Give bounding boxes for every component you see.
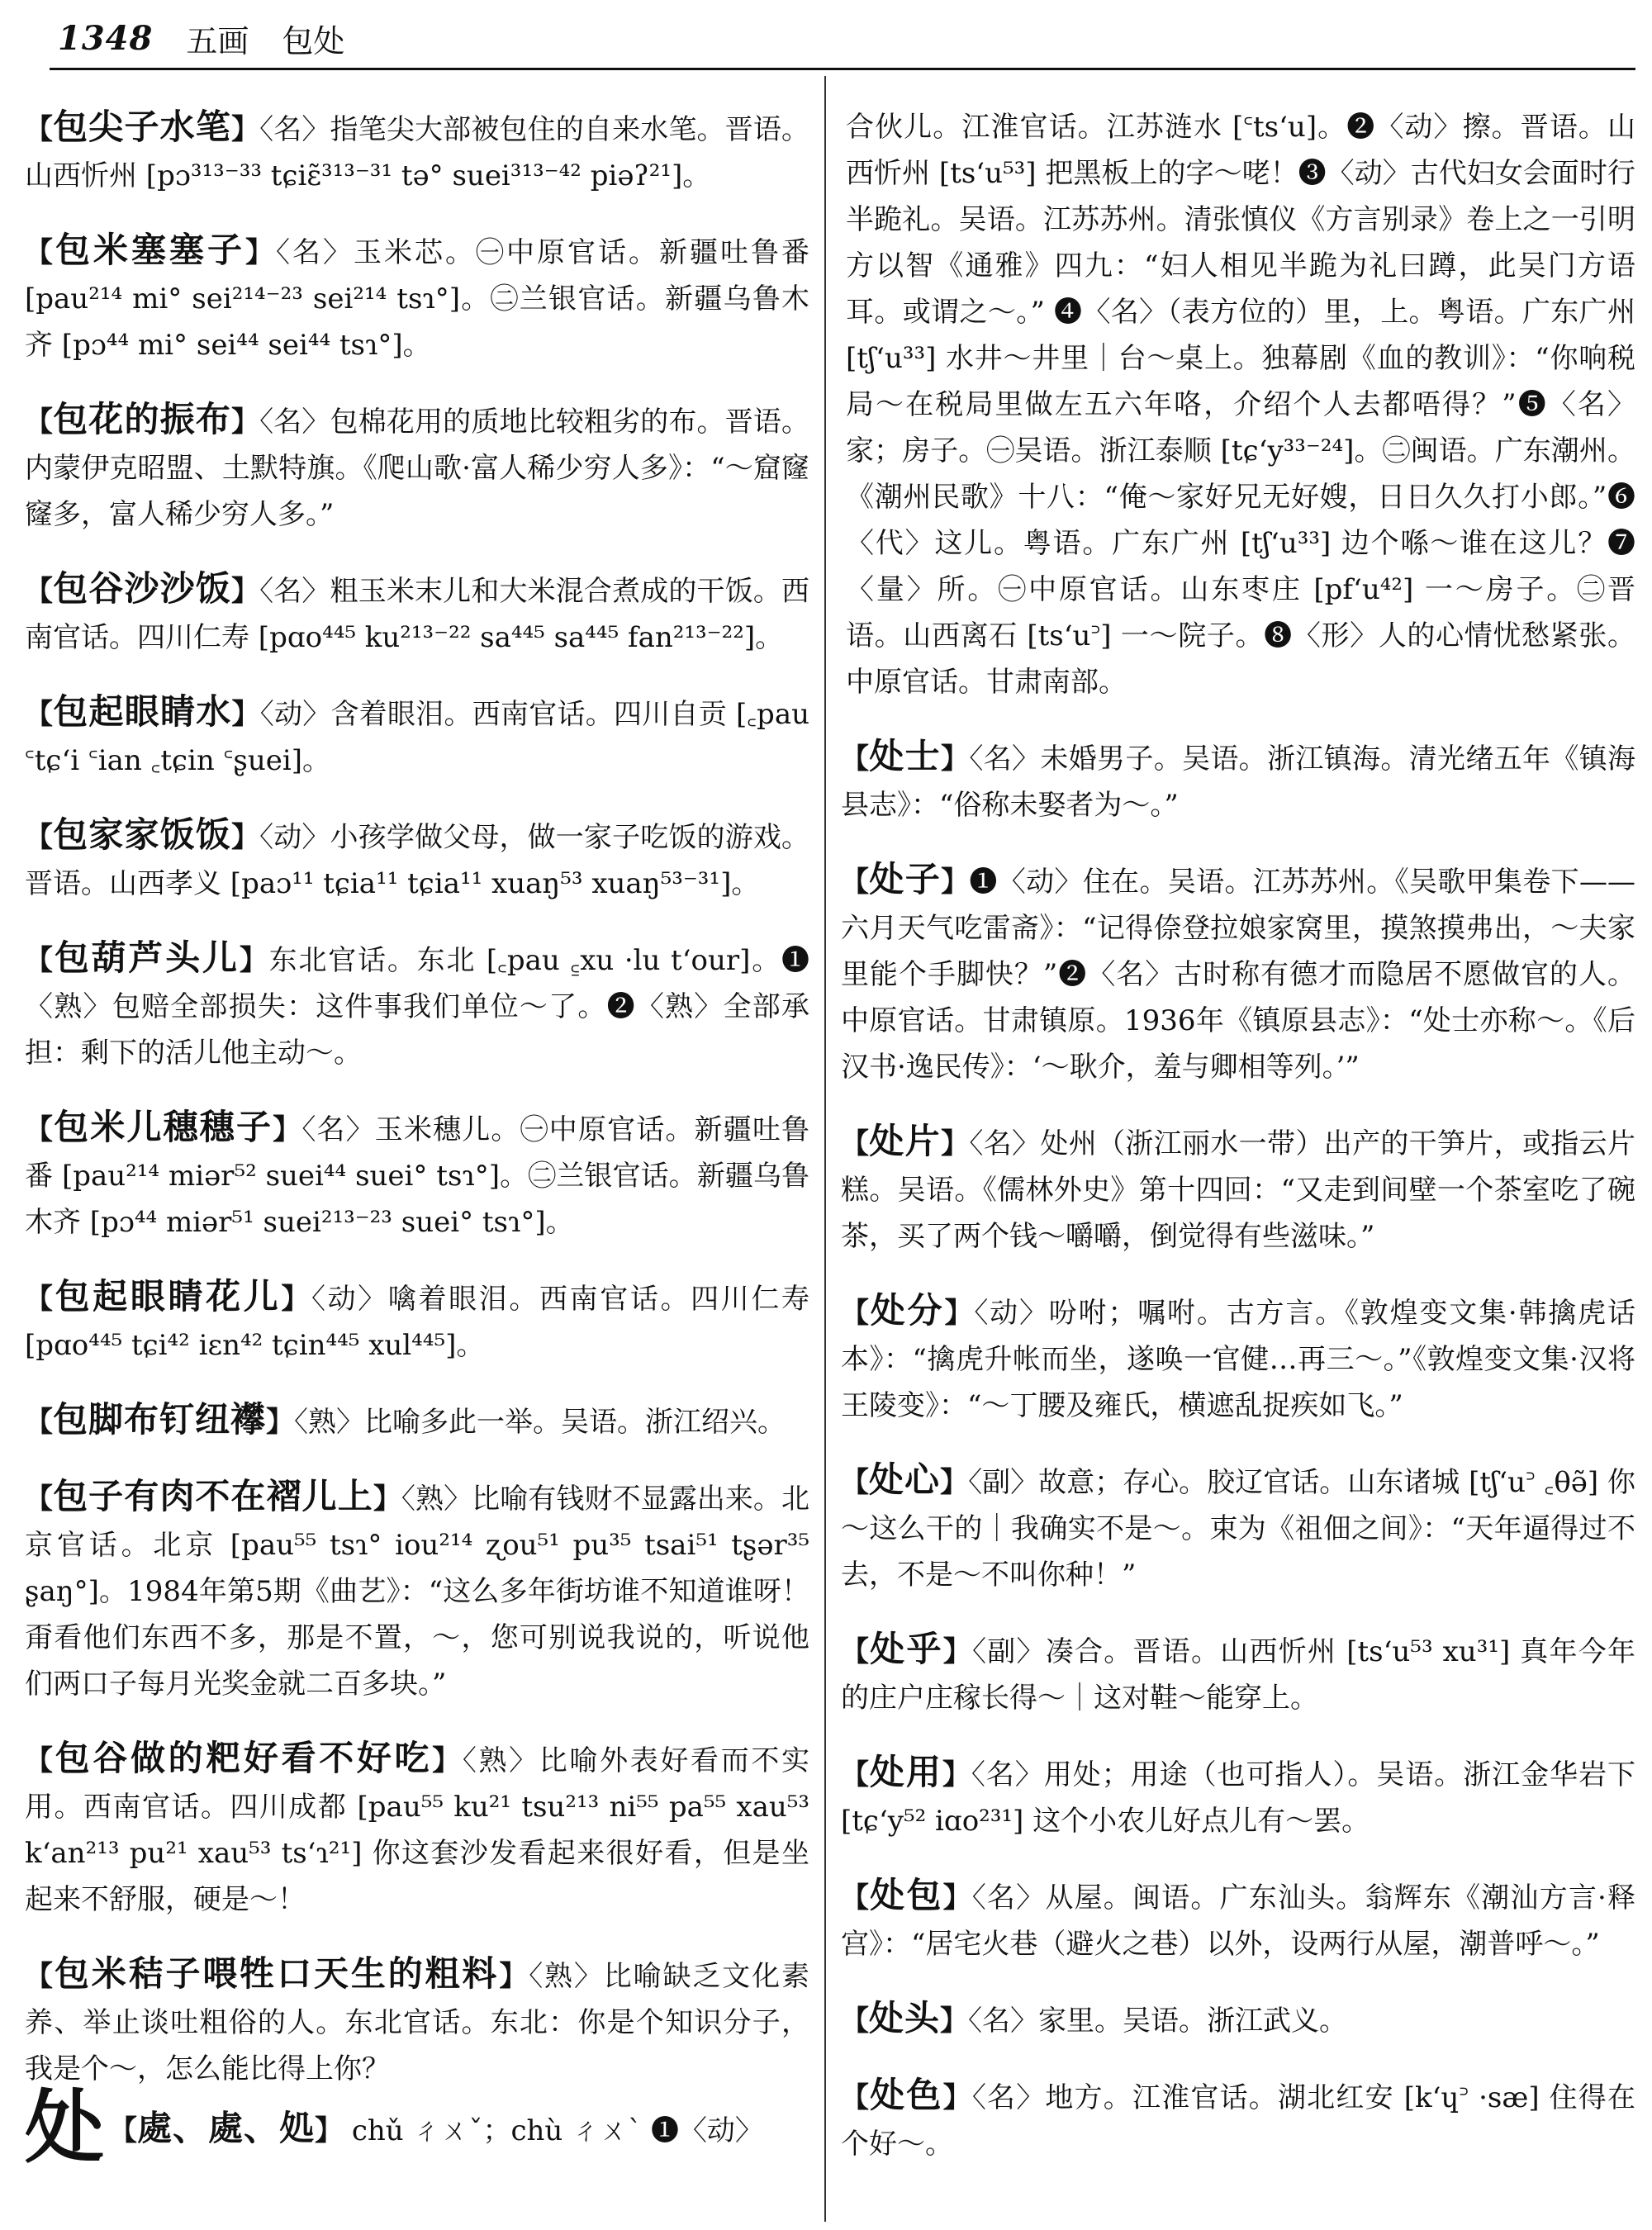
bracket-close: 】: [373, 1483, 401, 1516]
bracket-open: 【: [25, 944, 55, 977]
bracket-open: 【: [841, 2005, 869, 2038]
entry-definition: 〈名〉用处；用途（也可指人）。吴语。浙江金华岩下 [tɕʻy⁵² iɑo²³¹] 这个小农儿好点儿有～罢。: [841, 1758, 1635, 1838]
entry-definition: 〈名〉未婚男子。吴语。浙江镇海。清光绪五年《镇海县志》：“俗称未娶者为～。”: [841, 743, 1635, 822]
dictionary-entry: [25, 1397, 809, 1445]
bracket-close: 】: [315, 2114, 344, 2147]
bracket-open: 【: [25, 113, 54, 146]
bracket-open: 【: [109, 2114, 137, 2147]
dictionary-entry: [841, 1457, 1635, 1598]
bracket-open: 【: [25, 1406, 53, 1439]
bracket-open: 【: [841, 1127, 870, 1160]
entry-definition: 〈动〉小孩学做父母，做一家子吃饭的游戏。晋语。山西孝义 [paɔ¹¹ tɕia¹¹ tɕia¹¹ xuaŋ⁵³ xuaŋ⁵³⁻³¹]。: [25, 821, 809, 900]
entry-headword: 包家家饭饭: [53, 814, 231, 855]
bracket-open: 【: [841, 2081, 871, 2114]
bracket-open: 【: [25, 1483, 54, 1516]
entry-headword: 包子有肉不在褶儿上: [53, 1476, 373, 1516]
bracket-close: 】: [942, 1758, 971, 1791]
bracket-open: 【: [841, 866, 870, 899]
dictionary-entry: [841, 856, 1635, 1090]
bracket-close: 】: [239, 944, 269, 977]
left-column: [25, 76, 809, 2223]
dictionary-entry: [841, 1288, 1635, 1429]
bracket-close: 】: [273, 1113, 302, 1146]
bracket-open: 【: [841, 1881, 871, 1914]
entry-headword: 处分: [870, 1290, 945, 1331]
entry-headword: 包起眼睛花儿: [55, 1276, 282, 1317]
dictionary-entry: [25, 1735, 809, 1923]
entry-definition: 〈名〉处州（浙江丽水一带）出产的干笋片，或指云片糕。吴语。《儒林外史》第十四回：“又走到间壁一个茶室吃了碗茶，买了两个钱～嚼嚼，倒觉得有些滋味。”: [841, 1127, 1635, 1253]
entry-definition: 〈名〉从屋。闽语。广东汕头。翁辉东《潮汕方言·释宫》：“居宅火巷（避火之巷）以外，设两行从屋，潮普呼～。”: [841, 1881, 1635, 1961]
entry-definition: 〈动〉吩咐；嘱咐。古方言。《敦煌变文集·韩擒虎话本》：“擒虎升帐而坐，遂唤一官健…再三～。”《敦煌变文集·汉将王陵变》：“～丁腰及雍氏，横遮乱捉疾如飞。”: [841, 1297, 1635, 1422]
entry-headword: 包葫芦头儿: [54, 937, 240, 978]
dictionary-entry: [25, 812, 809, 907]
bracket-open: 【: [841, 1635, 871, 1668]
entry-headword: 处子: [869, 859, 942, 899]
dictionary-entry: [25, 104, 809, 199]
entry-headword: 包米秸子喂牲口天生的粗料: [54, 1953, 500, 1994]
bracket-close: 】: [432, 1744, 463, 1777]
entry-definition: 〈熟〉比喻有钱财不显露出来。北京官话。北京 [pau⁵⁵ tsɿ° iou²¹⁴ ʐou⁵¹ pu³⁵ tsai⁵¹ tʂər³⁵ ʂaŋ°]。1984年第5期《曲艺》：“这么多年街坊谁不知道谁呀！甭看他们东西不多，那是不置，～，您可别说我说的，听说他们两口子每月光奖金就二百多块。”: [25, 1483, 809, 1701]
entry-headword: 处包: [870, 1875, 943, 1915]
bracket-open: 【: [841, 1466, 870, 1499]
dictionary-entry: [25, 689, 809, 784]
dictionary-entry: [841, 1995, 1635, 2044]
entry-definition: 〈名〉玉米穗儿。㊀中原官话。新疆吐鲁番 [pau²¹⁴ miər⁵² suei⁴⁴ suei° tsɿ°]。㊁兰银官话。新疆乌鲁木齐 [pɔ⁴⁴ miər⁵¹ suei²¹³⁻²³ suei° tsɿ°]。: [25, 1113, 809, 1239]
bracket-close: 】: [245, 236, 276, 269]
bracket-open: 【: [841, 1297, 871, 1330]
dictionary-entry: [25, 566, 809, 661]
bracket-close: 】: [281, 1283, 311, 1316]
page-header: [58, 12, 344, 64]
bracket-open: 【: [25, 698, 54, 731]
bracket-open: 【: [25, 821, 54, 854]
bracket-close: 】: [499, 1960, 529, 1993]
bracket-close: 】: [230, 575, 260, 608]
entry-definition: 〈名〉地方。江淮官话。湖北红安 [kʻɥ꜄ ·sæ] 住得在个好～。: [841, 2081, 1635, 2161]
entry-headword: 处心: [869, 1459, 941, 1500]
bracket-open: 【: [25, 1283, 55, 1316]
dictionary-entry: [841, 1626, 1635, 1721]
entry-headword: 包起眼睛水: [53, 691, 232, 732]
entry-definition: 东北官话。东北 [꜀pau ꜁xu ·lu tʻour]。❶〈熟〉包赔全部损失：这件事我们单位～了。❷〈熟〉全部承担：剩下的活儿他主动～。: [25, 944, 809, 1070]
bracket-close: 】: [941, 1127, 970, 1160]
entry-headword: 包脚布钉纽襻: [53, 1399, 267, 1440]
bracket-close: 】: [941, 743, 970, 776]
dictionary-entry: [841, 1118, 1635, 1260]
entry-headword: 处片: [869, 1121, 942, 1161]
entry-headword: 包谷做的粑好看不好吃: [55, 1738, 433, 1778]
dictionary-entry: [25, 1274, 809, 1369]
dictionary-entry: [841, 733, 1635, 828]
entry-headword: 包米儿穗穗子: [54, 1107, 273, 1147]
continued-definition: 合伙儿。江淮官话。江苏涟水 [꜂tsʻu]。❷〈动〉擦。晋语。山西忻州 [tsʻu⁵³] 把黑板上的字～咾！❸〈动〉古代妇女会面时行半跪礼。吴语。江苏苏州。清张慎仪《方言别录》卷上之一引明方以智《通雅》四九：“妇人相见半跪为礼曰蹲，此吴门方语耳。或谓之～。” ❹〈名〉（表方位的）里，上。粤语。广东广州 [tʃʻu³³] 水井～井里｜台～桌上。独幕剧《血的教训》：“你响税局～在税局里做左五六年咯，介绍个人去都唔得？”❺〈名〉家；房子。㊀吴语。浙江泰顺 [tɕʻy³³⁻²⁴]。㊁闽语。广东潮州。《潮州民歌》十八：“俺～家好兄无好嫂，日日久久打小郎。”❻〈代〉这儿。粤语。广东广州 [tʃʻu³³] 边个喺～谁在这儿？❼〈量〉所。㊀中原官话。山东枣庄 [pfʻu⁴²] 一～房子。㊁晋语。山西离石 [tsʻu꜄] 一～院子。❽〈形〉人的心情忧愁紧张。中原官话。甘肃南部。: [846, 111, 1635, 699]
bracket-close: 】: [940, 2005, 969, 2038]
dictionary-entry: [841, 1749, 1635, 1844]
bracket-open: 【: [25, 1744, 55, 1777]
character-definition-start: ❶〈动〉: [650, 2114, 763, 2147]
bracket-open: 【: [25, 1960, 55, 1993]
bracket-close: 】: [230, 406, 260, 439]
entry-definition: 〈副〉凑合。晋语。山西忻州 [tsʻu⁵³ xu³¹] 真年今年的庄户庄稼长得～｜这对鞋～能穿上。: [841, 1635, 1635, 1715]
character-pinyin: chǔ ㄔㄨˇ；chù ㄔㄨˋ: [351, 2114, 643, 2147]
entry-definition: 〈动〉噙着眼泪。西南官话。四川仁寿 [pɑo⁴⁴⁵ tɕi⁴² iɛn⁴² tɕin⁴⁴⁵ xul⁴⁴⁵]。: [25, 1283, 809, 1362]
entry-definition: 〈名〉包棉花用的质地比较粗劣的布。晋语。内蒙伊克昭盟、土默特旗。《爬山歌·富人稀少穷人多》：“～窟窿窿多，富人稀少穷人多。”: [25, 406, 809, 531]
bracket-open: 【: [841, 1758, 870, 1791]
entry-headword: 包花的振布: [53, 399, 231, 439]
entry-headword: 包尖子水笔: [53, 107, 231, 147]
bracket-close: 】: [266, 1406, 295, 1439]
header-chars: 包处: [282, 22, 345, 59]
entry-headword: 处头: [869, 1998, 941, 2038]
main-character: 处: [25, 2081, 104, 2174]
bracket-open: 【: [25, 575, 54, 608]
dictionary-entry: [841, 2072, 1635, 2167]
bracket-close: 】: [230, 113, 260, 146]
entry-headword: 处色: [870, 2075, 943, 2115]
entry-definition: 〈熟〉比喻缺乏文化素养、举止谈吐粗俗的人。东北官话。东北：你是个知识分子，我是个～，怎么能比得上你？: [25, 1960, 809, 2085]
dictionary-entry: [25, 935, 809, 1076]
entry-definition: 〈熟〉比喻多此一举。吴语。浙江绍兴。: [294, 1406, 786, 1439]
bracket-close: 】: [231, 698, 260, 731]
page-number: 1348: [58, 18, 154, 58]
bracket-open: 【: [841, 743, 870, 776]
bracket-close: 】: [942, 1881, 972, 1914]
character-variants: 處、處、処: [137, 2108, 316, 2148]
bracket-open: 【: [25, 1113, 55, 1146]
dictionary-entry: [25, 1473, 809, 1707]
header-section: 五画: [186, 22, 249, 59]
entry-definition: 〈名〉指笔尖大部被包住的自来水笔。晋语。山西忻州 [pɔ³¹³⁻³³ tɕiɛ̃³¹³⁻³¹ tə° suei³¹³⁻⁴² piəʔ²¹]。: [25, 113, 809, 192]
bracket-close: 】: [942, 2081, 972, 2114]
entry-headword: 处乎: [870, 1629, 943, 1669]
dictionary-entry: [25, 227, 809, 368]
entry-headword: 处士: [869, 736, 942, 776]
dictionary-entry: [841, 1872, 1635, 1967]
bracket-close: 】: [940, 1466, 969, 1499]
entry-definition: 〈名〉家里。吴语。浙江武义。: [968, 2005, 1348, 2038]
bracket-close: 】: [941, 866, 970, 899]
header-rule: [50, 68, 1635, 70]
column-divider: [824, 76, 826, 2222]
entry-definition: 〈名〉玉米芯。㊀中原官话。新疆吐鲁番 [pau²¹⁴ mi° sei²¹⁴⁻²³ sei²¹⁴ tsɿ°]。㊁兰银官话。新疆乌鲁木齐 [pɔ⁴⁴ mi° sei⁴⁴ sei⁴⁴ tsɿ°]。: [25, 236, 809, 362]
entry-definition: ❶〈动〉住在。吴语。江苏苏州。《吴歌甲集卷下——六月天气吃雷斋》：“记得倷登拉娘家窝里，摸煞摸弗出，～夫家里能个手脚快？”❷〈名〉古时称有德才而隐居不愿做官的人。中原官话。甘肃镇原。1936年《镇原县志》：“处士亦称～。《后汉书·逸民传》：‘～耿介，羞与卿相等列。’”: [841, 866, 1635, 1084]
dictionary-entry: [25, 1951, 809, 2092]
bracket-close: 】: [942, 1635, 972, 1668]
bracket-open: 【: [25, 236, 55, 269]
bracket-close: 】: [230, 821, 260, 854]
bracket-close: 】: [944, 1297, 975, 1330]
entry-definition: 〈动〉含着眼泪。西南官话。四川自贡 [꜀pau ꜂tɕʻi ꜂ian ꜀tɕin ꜂ʂuei]。: [25, 698, 809, 777]
main-character-entry: [25, 2081, 809, 2174]
entry-definition: 〈熟〉比喻外表好看而不实用。西南官话。四川成都 [pau⁵⁵ ku²¹ tsu²¹³ ni⁵⁵ pa⁵⁵ xau⁵³ kʻan²¹³ pu²¹ xau⁵³ tsʻɿ²¹] 你这套沙发看起来很好看，但是坐起来不舒服，硬是～！: [25, 1744, 809, 1916]
entry-definition: 〈副〉故意；存心。胶辽官话。山东诸城 [tʃʻu꜄ ꜀θə̃] 你～这么干的｜我确实不是～。束为《祖佃之间》：“天年逼得过不去，不是～不叫你种！”: [841, 1466, 1635, 1592]
right-column: [841, 76, 1635, 2223]
entry-definition: 〈名〉粗玉米末儿和大米混合煮成的干饭。西南官话。四川仁寿 [pɑo⁴⁴⁵ ku²¹³⁻²² sa⁴⁴⁵ sa⁴⁴⁵ fan²¹³⁻²²]。: [25, 575, 809, 654]
dictionary-entry: [25, 1104, 809, 1245]
entry-headword: 处用: [869, 1752, 942, 1792]
bracket-open: 【: [25, 406, 54, 439]
dictionary-entry: [25, 396, 809, 538]
entry-headword: 包米塞塞子: [55, 230, 245, 270]
entry-headword: 包谷沙沙饭: [53, 568, 231, 609]
